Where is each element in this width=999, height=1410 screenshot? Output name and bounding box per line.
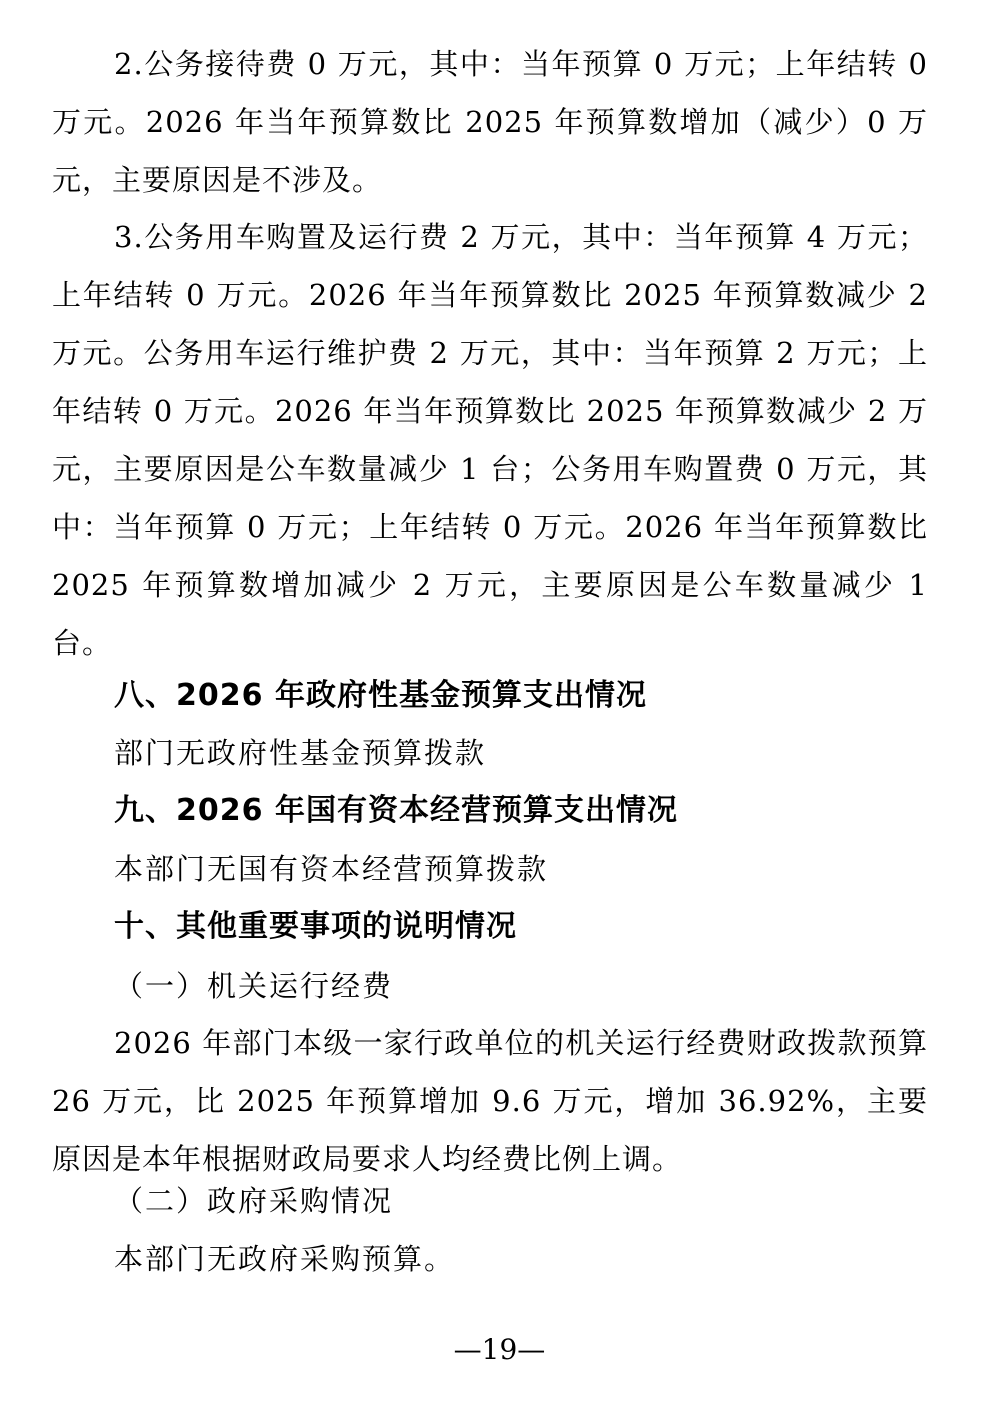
section-9-body: 本部门无国有资本经营预算拨款 <box>114 852 549 886</box>
paragraph-vehicle-expense: 3.公务用车购置及运行费 2 万元，其中：当年预算 4 万元；上年结转 0 万元。2026 年当年预算数比 2025 年预算数减少 2 万元。公务用车运行维护费 2 万元，其中：当年预算 2 万元；上年结转 0 万元。2026 年当年预算数比 2025 年预算数减少 2 万元，主要原因是公车数量减少 1 台；公务用车购置费 0 万元，其中：当年预算 0 万元；上年结转 0 万元。2026 年当年预算数比 2025 年预算数增加减少 2 万元，主要原因是公车数量减少 1 台。 <box>52 220 929 660</box>
paragraph-reception-expense: 2.公务接待费 0 万元，其中：当年预算 0 万元；上年结转 0 万元。2026 年当年预算数比 2025 年预算数增加（减少）0 万元，主要原因是不涉及。 <box>52 47 928 197</box>
subsection-2-title: （二）政府采购情况 <box>114 1184 394 1218</box>
section-9-heading: 九、2026 年国有资本经营预算支出情况 <box>114 793 678 828</box>
section-8-heading: 八、2026 年政府性基金预算支出情况 <box>114 678 647 713</box>
subsection-1-title: （一）机关运行经费 <box>114 969 394 1003</box>
subsection-2-body: 本部门无政府采购预算。 <box>114 1242 456 1276</box>
page-number: —19— <box>453 1333 546 1366</box>
section-10-heading: 十、其他重要事项的说明情况 <box>114 909 517 944</box>
subsection-1-body: 2026 年部门本级一家行政单位的机关运行经费财政拨款预算 26 万元，比 2025 年预算增加 9.6 万元，增加 36.92%，主要原因是本年根据财政局要求人均经费比例上调。 <box>52 1026 928 1176</box>
section-8-body: 部门无政府性基金预算拨款 <box>114 736 487 770</box>
